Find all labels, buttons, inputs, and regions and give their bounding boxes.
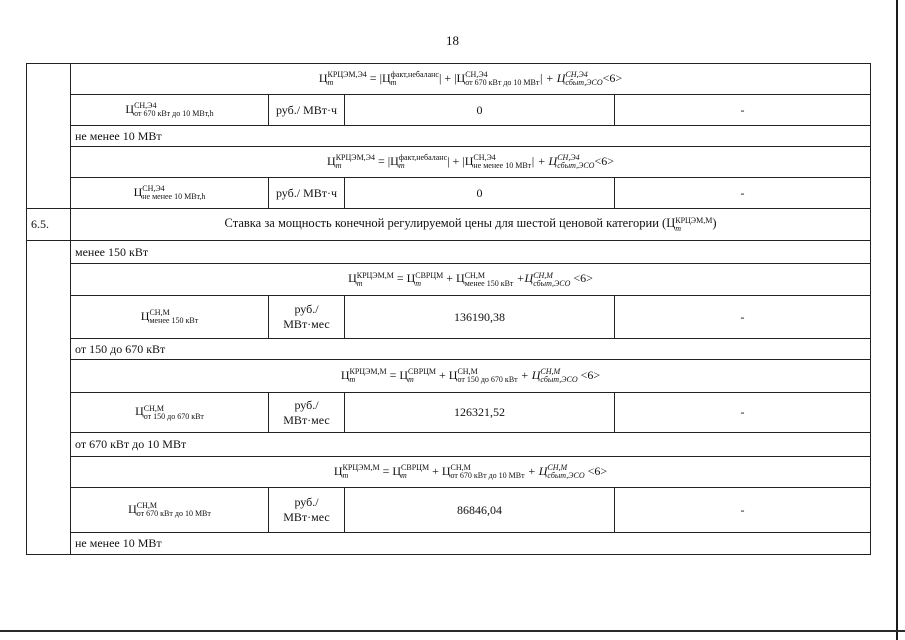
symbol-cell: Ц СН,М менее 150 кВт (71, 296, 269, 339)
category-label: не менее 10 МВт (71, 533, 871, 555)
unit-cell: руб./ МВт·мес (269, 393, 345, 433)
table-row (27, 339, 871, 360)
table-row (27, 393, 871, 433)
extra-cell: - (615, 488, 871, 533)
unit-cell: руб./ МВт·мес (269, 296, 345, 339)
symbol-cell: Ц СН,Э4 не менее 10 МВт,h (71, 178, 269, 209)
table-row (27, 264, 871, 296)
symbol-cell: Ц СН,М от 670 кВт до 10 МВт (71, 488, 269, 533)
category-label: от 670 кВт до 10 МВт (71, 433, 871, 457)
extra-cell: - (615, 178, 871, 209)
formula-cell (71, 64, 871, 95)
table-row (27, 457, 871, 488)
formula-cell (71, 360, 871, 393)
page-frame-bottom (0, 630, 905, 632)
table-row (27, 126, 871, 147)
symbol-cell: Ц СН,Э4 от 670 кВт до 10 МВт,h (71, 95, 269, 126)
page-number: 18 (446, 33, 459, 48)
row-number-cell (27, 64, 71, 209)
formula-cell (71, 264, 871, 296)
unit-cell: руб./ МВт·ч (269, 178, 345, 209)
table-row (27, 296, 871, 339)
category-label: менее 150 кВт (71, 241, 871, 264)
table-row (27, 360, 871, 393)
table-row (27, 147, 871, 178)
formula-cell (71, 457, 871, 488)
symbol-cell: Ц СН,М от 150 до 670 кВт (71, 393, 269, 433)
formula: Ц КРЦЭМ,М m = Ц СВРЦМ m + Ц СН,М от 150 до 670 кВт + Ц СН,М сбыт,ЭСО <6> (340, 367, 601, 385)
table-row (27, 178, 871, 209)
value-cell: 0 (345, 178, 615, 209)
formula: Ц КРЦЭМ,М m = Ц СВРЦМ m + Ц СН,М менее 150 кВт +Ц СН,М сбыт,ЭСО <6> (348, 270, 593, 288)
formula: Ц КРЦЭМ,Э4 m = |Ц факт,небаланс m | + |Ц СН,Э4 от 670 кВт до 10 МВт | + Ц СН,Э4 сбыт,ЭСО <6> (318, 70, 623, 88)
value-cell: 0 (345, 95, 615, 126)
value-cell: 86846,04 (345, 488, 615, 533)
table-row (27, 241, 871, 264)
page-frame-right (896, 0, 898, 640)
table-row (27, 433, 871, 457)
category-label: от 150 до 670 кВт (71, 339, 871, 360)
extra-cell: - (615, 296, 871, 339)
table-row (27, 64, 871, 95)
section-number: 6.5. (27, 209, 71, 241)
tariff-table (26, 63, 871, 555)
unit-cell: руб./ МВт·мес (269, 488, 345, 533)
unit-cell: руб./ МВт·ч (269, 95, 345, 126)
formula-cell (71, 147, 871, 178)
value-cell: 136190,38 (345, 296, 615, 339)
category-label: не менее 10 МВт (71, 126, 871, 147)
table-row (27, 95, 871, 126)
extra-cell: - (615, 393, 871, 433)
value-cell: 126321,52 (345, 393, 615, 433)
section-title: Ставка за мощность конечной регулируемой цены для шестой ценовой категории (Ц КРЦЭМ,М m ) (71, 209, 871, 241)
formula: Ц КРЦЭМ,Э4 m = |Ц факт,небаланс m | + |Ц СН,Э4 не менее 10 МВт | + Ц СН,Э4 сбыт,ЭСО <6> (327, 153, 614, 171)
table-row (27, 533, 871, 555)
extra-cell: - (615, 95, 871, 126)
table-row (27, 209, 871, 241)
table-row (27, 488, 871, 533)
row-number-cell (27, 241, 71, 555)
formula: Ц КРЦЭМ,М m = Ц СВРЦМ m + Ц СН,М от 670 кВт до 10 МВт + Ц СН,М сбыт,ЭСО <6> (333, 463, 608, 481)
